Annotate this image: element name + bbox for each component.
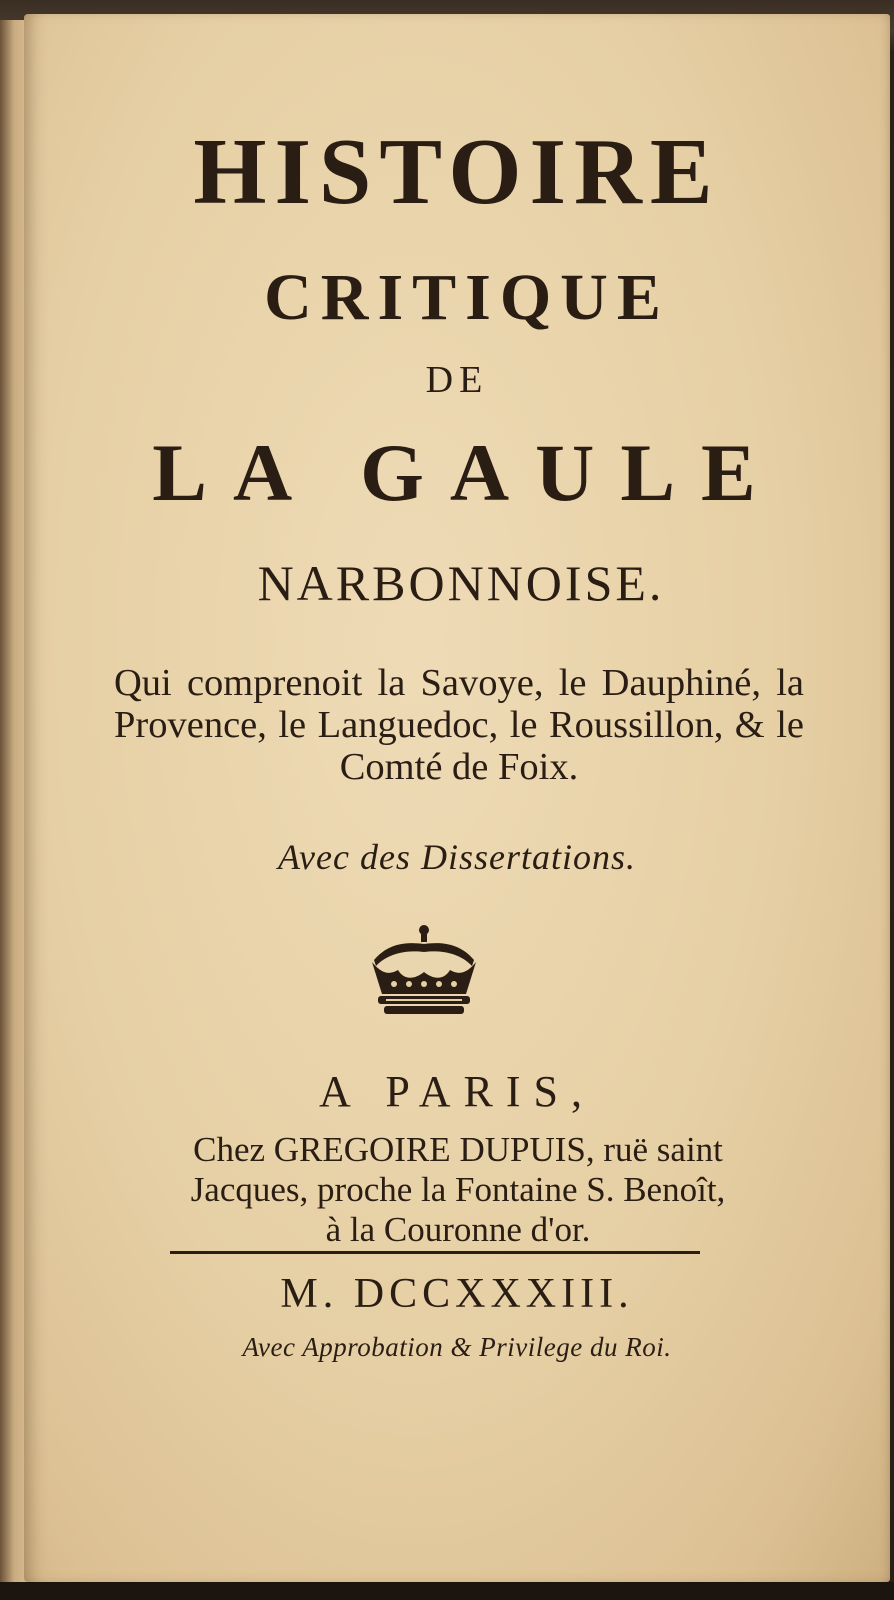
divider-rule <box>170 1251 700 1254</box>
imprint-privilege: Avec Approbation & Privilege du Roi. <box>242 1332 672 1362</box>
publisher-line-2: Jacques, proche la Fontaine S. Benoît, <box>190 1170 726 1209</box>
title-histoire: HISTOIRE <box>193 120 721 224</box>
title-de: DE <box>425 359 489 401</box>
title-narbonnoise: NARBONNOISE. <box>257 555 665 611</box>
publisher-line-1: Chez GREGOIRE DUPUIS, ruë saint <box>193 1130 723 1169</box>
subtitle-dissertations: Avec des Dissertations. <box>278 837 636 877</box>
publisher-line-3: à la Couronne d'or. <box>325 1210 591 1249</box>
title-la-gaule: LA GAULE <box>152 427 782 518</box>
imprint-year: M. DCCXXXIII. <box>280 1271 634 1317</box>
title-critique: CRITIQUE <box>264 261 670 334</box>
title-page <box>24 14 890 1582</box>
crown-icon <box>364 920 484 1020</box>
imprint-place: A PARIS, <box>318 1067 596 1116</box>
imprint-publisher <box>108 1130 808 1250</box>
background-bottom <box>0 1582 894 1600</box>
subtitle-description: Qui comprenoit la Savoye, le Dauphiné, la Provence, le Languedoc, le Roussillon, & le Comté de Foix. <box>114 662 804 788</box>
